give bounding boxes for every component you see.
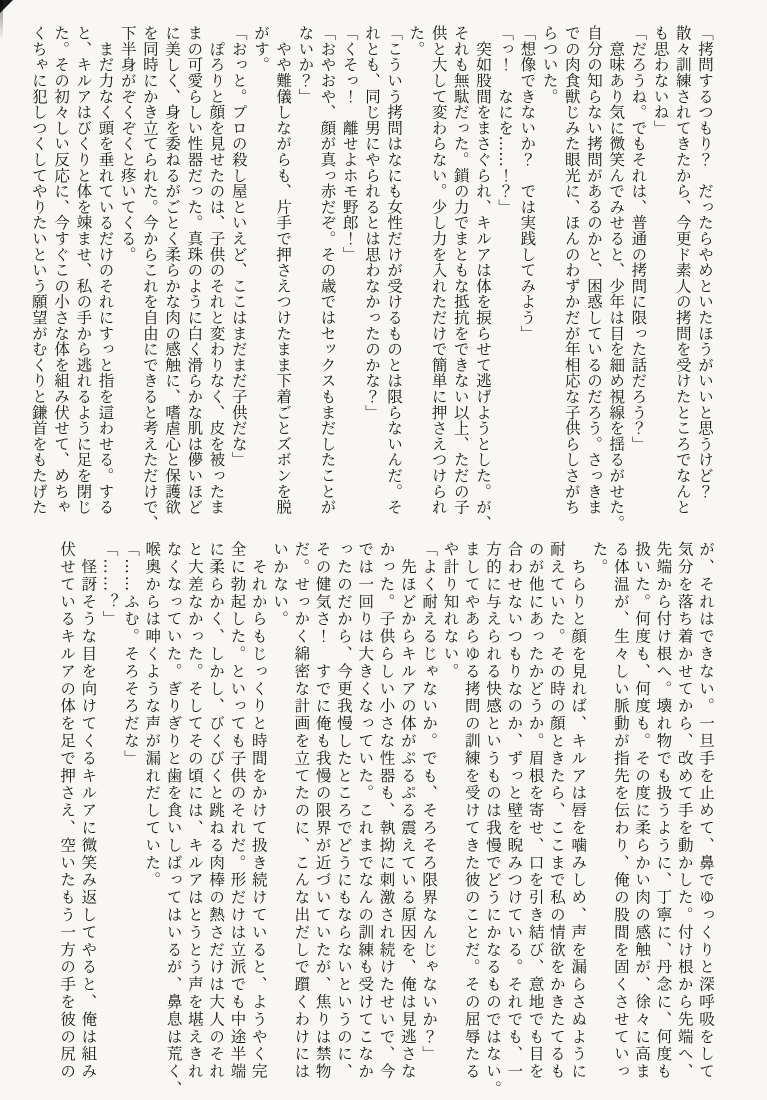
text-column: 「想像できないか？ では実践してみよう」 (518, 25, 537, 341)
text-column: ったのだから、今更我慢したところでどうにもならないというのに、 (334, 541, 353, 1081)
text-column: 扱いた。何度も、何度も。その度に柔らかい肉の感触が、徐々に高ま (633, 541, 652, 1081)
text-column: と、キルアはびくりと体を竦ませ、私の手から逃れるように足を閉じ (74, 25, 93, 515)
text-column: も思わないね」 (651, 25, 670, 136)
text-column: いかない。 (271, 541, 290, 628)
text-column: 自分の知らない拷問があるのかと、困惑しているのだろう。さっきま (584, 25, 603, 515)
text-column: 突如股間をまさぐられ、キルアは体を捩らせて逃げようとした。が、 (473, 25, 492, 531)
text-column: その健気さ！ すでに俺も我慢の限界が近づいていたが、焦りは禁物 (313, 541, 332, 1081)
text-column: が、それはできない。一旦手を止めて、鼻でゆっくりと深呼吸をして (697, 541, 715, 1081)
text-column: ちらりと顔を見れば、キルアは唇を噛みしめ、声を漏らさぬように (569, 541, 588, 1081)
text-column: 耐えていた。その時の顔ときたら、ここまで私の情欲をかきたてるも (547, 541, 566, 1081)
text-column: 意味あり気に微笑んでみせると、少年は目を細め視線を揺るがせた。 (607, 25, 626, 531)
text-column: た。その初々しい反応に、今すぐこの小さな体を組み伏せて、めちゃ (52, 25, 71, 515)
text-column: 伏せているキルアの体を足で押さえ、空いたもう一方の手を彼の尻の (58, 541, 77, 1081)
text-column: らついた。 (540, 25, 559, 104)
text-column: 「拷問するつもり？ だったらやめといたほうがいいと思うけど？ (696, 25, 714, 499)
text-column: 先端から付け根へ。壊れ物でも扱うように、丁寧に、丹念に、何度も (654, 541, 673, 1081)
text-column: では一回りは大きくなっていた。これまでなんの訓練も受けてこなか (356, 541, 375, 1081)
text-column: ぽろりと顔を見せたのは、子供のそれと変わりなく、皮を被ったま (207, 25, 226, 515)
text-column: た。 (590, 541, 609, 576)
text-column: る体温が、生々しい脈動が指先を伝わり、俺の股間を固くさせていっ (611, 541, 630, 1081)
text-column: と大差なかった。そしてその頃には、キルアはとうとう声を堪えきれ (185, 541, 204, 1081)
text-column: まだ力なく頭を垂れているだけのそれにすっと指を這わせる。する (96, 25, 115, 515)
text-column: 「だろうね。でもそれは、普通の拷問に限った話だろう？」 (629, 25, 648, 452)
text-column: た。 (407, 25, 426, 57)
text-column: 散々訓練されてきたから、今更ド素人の拷問を受けたところでなんと (673, 25, 692, 515)
text-column: に美しく、身を委ねるがごとく柔らかな肉の感触に、嗜虐心と保護欲 (163, 25, 182, 515)
text-column: 「こういう拷問はなにも女性だけが受けるものとは限らないんだ。そ (385, 25, 404, 515)
text-column: や計り知れない。 (441, 541, 460, 681)
text-column: くちゃに犯しつくしてやりたいという願望がむくりと鎌首をもたげた (29, 25, 48, 515)
scan-edge-shadow (0, 0, 3, 40)
text-column: での肉食獣じみた眼光に、ほんのわずかだが年相応な子供らしさがち (562, 25, 581, 515)
text-column: 下半身がぞくぞくと疼いてくる。 (118, 25, 137, 262)
text-column: ないか？」 (296, 25, 315, 104)
text-column: 「……？」 (100, 541, 119, 628)
text-column: 全に勃起した。といっても子供のそれだ。形だけは立派でも中途半端 (228, 541, 247, 1081)
text-block-top (28, 25, 716, 531)
text-column: やや難儀しながらも、片手で押さえつけたまま下着ごとズボンを脱 (274, 25, 293, 515)
text-column: ましてやあらゆる拷問の訓練を受けてきた彼のことだ。その屈辱たる (462, 541, 481, 1081)
text-column: なくなっていた。ぎりぎりと歯を食いしばってはいるが、鼻息は荒く、 (164, 541, 183, 1098)
text-column: 「おやおや、顔が真っ赤だぞ。その歳ではセックスもまだしたことが (318, 25, 337, 515)
text-column: それも無駄だった。鎖の力でまともな抵抗をできない以上、ただの子 (451, 25, 470, 515)
text-column: まの可愛らしい性器だった。真珠のように白く滑らかな肌は儚いほど (185, 25, 204, 515)
text-column: 喉奥からは呻くような声が漏れだしていた。 (143, 541, 162, 889)
text-column: 「っ！ なにを……！？」 (496, 25, 515, 215)
text-column: のが他にあったかどうか。眉根を寄せ、口を引き結び、意地でも目を (526, 541, 545, 1081)
text-column: だ。せっかく綿密な計画を立てたのに、こんな出だしで躓くわけには (292, 541, 311, 1081)
text-column: それからもじっくりと時間をかけて扱き続けていると、ようやく完 (249, 541, 268, 1081)
text-column: かった。子供らしい小さな性器も、執拗に刺激され続けたせいで、今 (377, 541, 396, 1081)
text-column: 「よく耐えるじゃないか。でも、そろそろ限界なんじゃないか？」 (420, 541, 439, 1063)
text-column: 「くそっ！ 離せよホモ野郎！」 (340, 25, 359, 262)
text-column: れとも、同じ男にやられるとは思わなかったのかな？」 (362, 25, 381, 420)
text-column: 方的に与えられる快感というものは我慢でどうにかなるものではない。 (484, 541, 503, 1098)
text-column: 合わせないつもりなのか、ずっと壁を睨みつけている。それでも、一 (505, 541, 524, 1081)
text-column: 怪訝そうな目を向けてくるキルアに微笑み返してやると、俺は組み (79, 541, 98, 1081)
text-column: 気分を落ち着かせてから、改めて手を動かした。付け根から先端へ、 (675, 541, 694, 1081)
text-column: 「おっと。プロの殺し屋といえど、ここはまだまだ子供だな」 (229, 25, 248, 468)
text-column: 供と大して変わらない。少し力を入れただけで簡単に押さえつけられ (429, 25, 448, 515)
text-column: がす。 (251, 25, 270, 73)
text-block-bottom (56, 541, 716, 1098)
text-column: 「……ふむ。そろそろだな」 (121, 541, 140, 768)
text-column: に柔らかく、しかし、びくびくと跳ねる肉棒の熱さだけは大人のそれ (207, 541, 226, 1081)
text-column: 先ほどからキルアの体がぷるぷる震えている原因を、俺は見逃さな (398, 541, 417, 1081)
text-column: を同時にかき立てられた。今からこれを自由にできると考えただけで、 (140, 25, 159, 531)
